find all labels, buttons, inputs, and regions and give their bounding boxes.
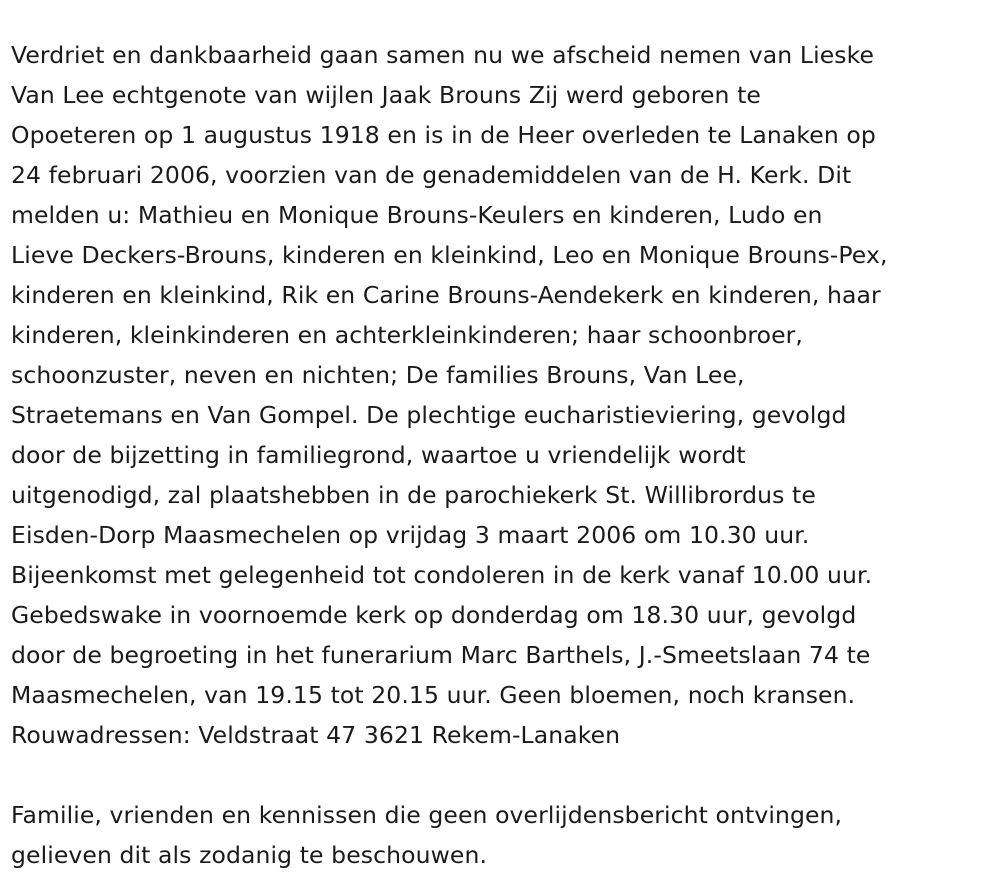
footer-line: Familie, vrienden en kennissen die geen overlijdensbericht ontvingen, <box>11 801 843 829</box>
body-line: Opoeteren op 1 augustus 1918 en is in de Heer overleden te Lanaken op <box>11 121 876 149</box>
body-line: Bijeenkomst met gelegenheid tot condoleren in de kerk vanaf 10.00 uur. <box>11 561 873 589</box>
body-line: 24 februari 2006, voorzien van de genademiddelen van de H. Kerk. Dit <box>11 161 852 189</box>
body-line: door de bijzetting in familiegrond, waartoe u vriendelijk wordt <box>11 441 746 469</box>
body-line: Verdriet en dankbaarheid gaan samen nu we afscheid nemen van Lieske <box>11 41 875 69</box>
notice-body <box>11 35 991 755</box>
body-line: Maasmechelen, van 19.15 tot 20.15 uur. Geen bloemen, noch kransen. <box>11 681 856 709</box>
body-line: Straetemans en Van Gompel. De plechtige eucharistieviering, gevolgd <box>11 401 847 429</box>
body-line: door de begroeting in het funerarium Marc Barthels, J.-Smeetslaan 74 te <box>11 641 871 669</box>
body-line: schoonzuster, neven en nichten; De families Brouns, Van Lee, <box>11 361 745 389</box>
body-line: Lieve Deckers-Brouns, kinderen en kleinkind, Leo en Monique Brouns-Pex, <box>11 241 888 269</box>
body-line: uitgenodigd, zal plaatshebben in de parochiekerk St. Willibrordus te <box>11 481 816 509</box>
body-line: melden u: Mathieu en Monique Brouns-Keulers en kinderen, Ludo en <box>11 201 823 229</box>
body-line: kinderen en kleinkind, Rik en Carine Brouns-Aendekerk en kinderen, haar <box>11 281 881 309</box>
funeral-notice <box>11 35 991 875</box>
paragraph-spacer <box>11 755 991 795</box>
footer-line: gelieven dit als zodanig te beschouwen. <box>11 841 488 869</box>
notice-footer <box>11 795 991 875</box>
body-line: kinderen, kleinkinderen en achterkleinkinderen; haar schoonbroer, <box>11 321 803 349</box>
body-line: Eisden-Dorp Maasmechelen op vrijdag 3 maart 2006 om 10.30 uur. <box>11 521 810 549</box>
body-line: Rouwadressen: Veldstraat 47 3621 Rekem-Lanaken <box>11 721 621 749</box>
body-line: Gebedswake in voornoemde kerk op donderdag om 18.30 uur, gevolgd <box>11 601 857 629</box>
body-line: Van Lee echtgenote van wijlen Jaak Brouns Zij werd geboren te <box>11 81 761 109</box>
